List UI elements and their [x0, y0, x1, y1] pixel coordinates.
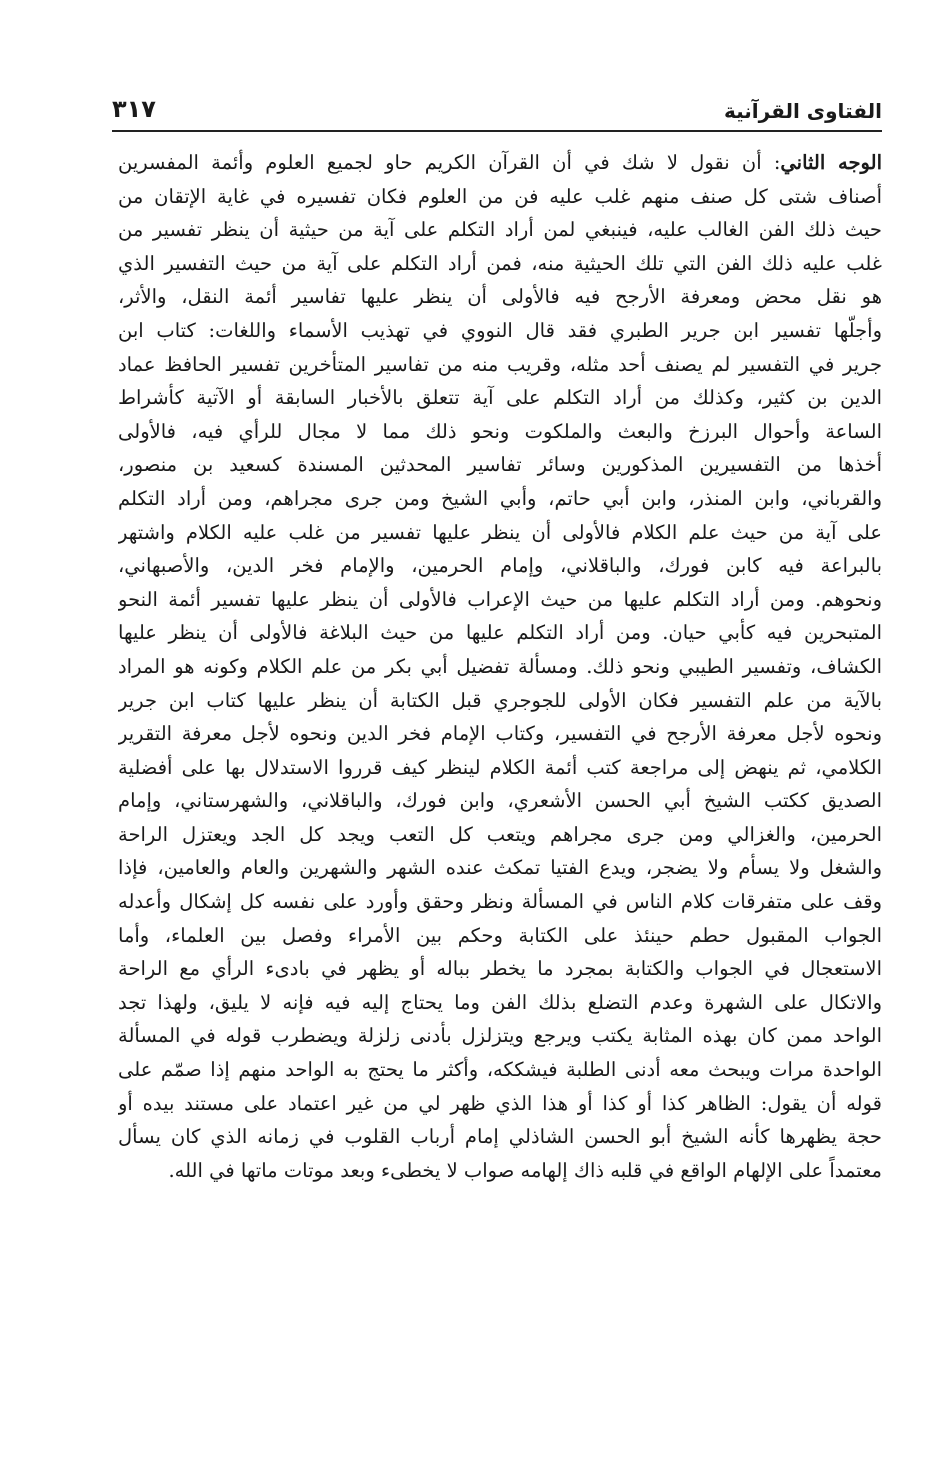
- running-title: الفتاوى القرآنية: [723, 99, 882, 123]
- page-number: ٣١٧: [112, 95, 156, 123]
- text-line: قوله أن يقول: الظاهر كذا أو كذا أو هذا الذي ظهر لي من غير اعتماد على مستند بيده أو: [118, 1091, 882, 1115]
- text-line: حجة يظهرها كأنه الشيخ أبو الحسن الشاذلي إمام أرباب القلوب في زمانه الذي كان يسأل: [118, 1125, 882, 1149]
- text-line: على آية من حيث علم الكلام فالأولى أن ينظر عليها تفسير من غلب عليه الكلام واشتهر: [118, 520, 882, 544]
- body-text: [118, 146, 882, 1187]
- text-line: معتمداً على الإلهام الواقع في قلبه ذاك إلهامه صواب لا يخطىء وبعد موتات ماتها في الله.: [168, 1158, 882, 1182]
- text-line: الساعة وأحوال البرزخ والبعث والملكوت ونحو ذلك مما لا مجال للرأي فيه، فالأولى: [118, 419, 882, 443]
- text-line: والقرباني، وابن المنذر، وابن أبي حاتم، وأبي الشيخ ومن جرى مجراهم، ومن أراد التكلم: [118, 486, 882, 510]
- text-line: الجواب المقبول حطم حينئذ على الكتابة وحكم بين الأمراء وفصل بين العلماء، وأما: [118, 923, 882, 947]
- text-line: الكشاف، وتفسير الطيبي ونحو ذلك. ومسألة تفضيل أبي بكر من علم الكلام وكونه هو المراد: [118, 654, 882, 678]
- text-line: الكلامي، ثم ينهض إلى مراجعة كتب أئمة الكلام لينظر كيف قرروا الاستدلال بها على أفضلية: [118, 755, 882, 779]
- text-line: الدين بن كثير، وكذلك من أراد التكلم على آية تتعلق بالأخبار السابقة أو الآتية كأشراط: [118, 386, 882, 410]
- text-line: الواحد ممن كان بهذه المثابة يكتب ويرجع ويتزلزل بأدنى زلزلة ويضطرب قوله في المسألة: [118, 1024, 882, 1048]
- text-line: حيث ذلك الفن الغالب عليه، فينبغي لمن أراد التكلم على آية من حيثية أن ينظر تفسير من: [118, 218, 882, 242]
- text-line: الواحدة مرات ويبحث معه أدنى الطلبة فيشككه، وأكثر ما يحتج به الواحد منهم إذا صمّم على: [118, 1058, 882, 1082]
- text-line: هو نقل محض ومعرفة الأرجح فيه فالأولى أن ينظر عليها تفاسير أئمة النقل، والأثر،: [118, 285, 882, 309]
- text-line: أصناف شتى كل صنف منهم غلب عليه فن من العلوم فكان تفسيره في غاية الإتقان من: [118, 184, 882, 208]
- text-line: أخذها من التفسيرين المذكورين وسائر تفاسير المحدثين المسندة كسعيد بن منصور،: [118, 453, 882, 477]
- text-line: والشغل ولا يسأم ولا يضجر، ويدع الفتيا تمكث عنده الشهر والشهرين والعام والعامين، فإذا: [118, 856, 882, 880]
- text-line: الاستعجال في الجواب والكتابة بمجرد ما يخطر بباله أو يظهر في بادىء الرأي مع الراحة: [118, 957, 882, 981]
- text-line: والاتكال على الشهرة وعدم التضلع بذلك الفن وما يحتاج إليه فيه فإنه لا يليق، ولهذا تجد: [118, 990, 882, 1014]
- text-line: غلب عليه ذلك الفن التي تلك الحيثية منه، فمن أراد التكلم على آية من حيث التفسير الذي: [118, 251, 882, 275]
- text-line: ونحوه لأجل معرفة الأرجح في التفسير، وكتاب الإمام فخر الدين ونحوه لأجل معرفة التقرير: [118, 722, 882, 746]
- text-line: الحرمين، والغزالي ومن جرى مجراهم ويتعب كل التعب ويجد كل الجد ويعتزل الراحة: [118, 822, 882, 846]
- running-header: [112, 92, 882, 134]
- text-line: الوجه الثاني: أن نقول لا شك في أن القرآن الكريم حاو لجميع العلوم وأئمة المفسرين: [118, 151, 882, 174]
- text-line: وقف على متفرقات كلام الناس في المسألة ونظر وحقق وأورد على نفسه كل إشكال وأعدله: [118, 890, 882, 914]
- text-line: جرير في التفسير لم يصنف أحد مثله، وقريب منه من تفاسير المتأخرين تفسير الحافظ عماد: [118, 352, 882, 376]
- text-line: بالآية من علم التفسير فكان الأولى للجوجري قبل الكتابة أن ينظر عليها كتاب ابن جرير: [118, 688, 882, 712]
- text-line: وأجلّها تفسير ابن جرير الطبري فقد قال النووي في تهذيب الأسماء واللغات: كتاب ابن: [118, 318, 882, 342]
- text-line: الصديق ككتب الشيخ أبي الحسن الأشعري، وابن فورك، والباقلاني، والشهرستاني، وإمام: [118, 789, 882, 813]
- header-rule: [112, 130, 882, 132]
- section-lead: الوجه الثاني: [780, 151, 882, 174]
- text-line: المتبحرين فيه كأبي حيان. ومن أراد التكلم عليها من حيث البلاغة فالأولى أن ينظر عليها: [118, 621, 882, 645]
- text-line: بالبراعة فيه كابن فورك، والباقلاني، وإمام الحرمين، والإمام فخر الدين، والأصبهاني،: [118, 554, 882, 578]
- text-line: ونحوهم. ومن أراد التكلم عليها من حيث الإعراب فالأولى أن ينظر عليها تفسير أئمة النحو: [118, 587, 882, 611]
